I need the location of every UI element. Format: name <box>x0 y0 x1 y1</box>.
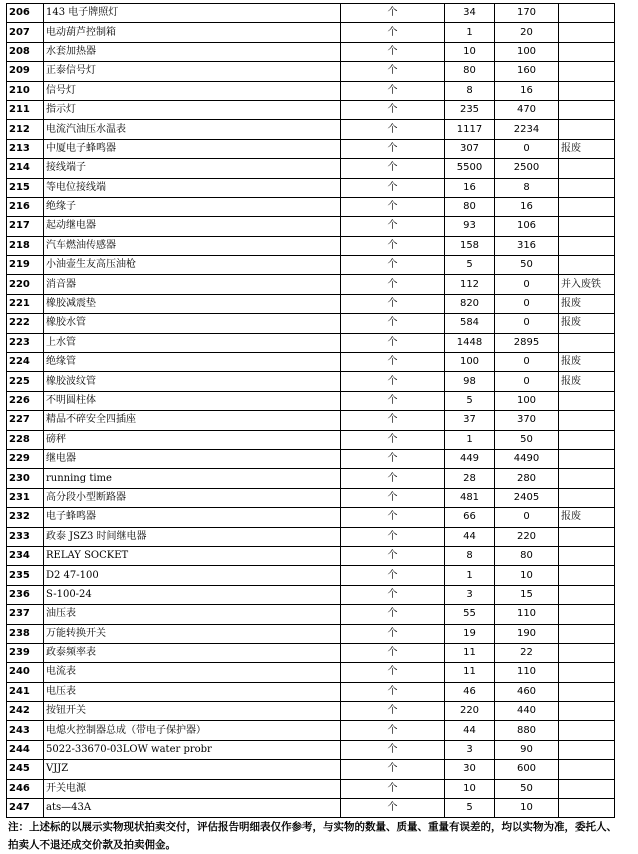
item-unit: 个 <box>341 469 445 488</box>
table-row <box>7 120 615 139</box>
item-name: 橡胶波纹管 <box>44 372 341 391</box>
item-note <box>559 566 615 585</box>
row-number: 230 <box>7 469 44 488</box>
row-number: 235 <box>7 566 44 585</box>
item-note <box>559 391 615 410</box>
table-row <box>7 62 615 81</box>
item-quantity: 235 <box>445 100 495 119</box>
item-note <box>559 81 615 100</box>
item-quantity: 220 <box>445 702 495 721</box>
row-number: 224 <box>7 353 44 372</box>
item-quantity: 93 <box>445 217 495 236</box>
table-row <box>7 411 615 430</box>
table-row <box>7 546 615 565</box>
item-value: 4490 <box>495 449 559 468</box>
item-name: 消音器 <box>44 275 341 294</box>
table-row <box>7 566 615 585</box>
item-value: 0 <box>495 139 559 158</box>
item-name: S-100-24 <box>44 585 341 604</box>
item-note <box>559 488 615 507</box>
item-value: 190 <box>495 624 559 643</box>
item-quantity: 820 <box>445 294 495 313</box>
item-quantity: 1 <box>445 23 495 42</box>
item-name: 小油壶生友高压油枪 <box>44 256 341 275</box>
table-row <box>7 197 615 216</box>
item-note <box>559 236 615 255</box>
item-value: 220 <box>495 527 559 546</box>
table-row <box>7 663 615 682</box>
item-value: 470 <box>495 100 559 119</box>
item-name: 正泰信号灯 <box>44 62 341 81</box>
item-note <box>559 430 615 449</box>
item-value: 2500 <box>495 159 559 178</box>
item-quantity: 30 <box>445 760 495 779</box>
item-note <box>559 760 615 779</box>
item-note <box>559 605 615 624</box>
item-note: 报废 <box>559 314 615 333</box>
item-note <box>559 4 615 23</box>
item-name: 电熄火控制器总成（带电子保护器） <box>44 721 341 740</box>
item-quantity: 19 <box>445 624 495 643</box>
item-quantity: 80 <box>445 62 495 81</box>
item-quantity: 66 <box>445 508 495 527</box>
row-number: 241 <box>7 682 44 701</box>
item-note <box>559 62 615 81</box>
item-unit: 个 <box>341 508 445 527</box>
row-number: 221 <box>7 294 44 313</box>
item-name: 政泰 JSZ3 时间继电器 <box>44 527 341 546</box>
item-name: 上水管 <box>44 333 341 352</box>
row-number: 222 <box>7 314 44 333</box>
row-number: 214 <box>7 159 44 178</box>
item-name: 继电器 <box>44 449 341 468</box>
table-row <box>7 256 615 275</box>
item-note <box>559 682 615 701</box>
item-unit: 个 <box>341 702 445 721</box>
item-note <box>559 120 615 139</box>
item-name: 开关电源 <box>44 779 341 798</box>
row-number: 236 <box>7 585 44 604</box>
item-unit: 个 <box>341 275 445 294</box>
item-quantity: 10 <box>445 779 495 798</box>
item-unit: 个 <box>341 430 445 449</box>
item-value: 600 <box>495 760 559 779</box>
table-row <box>7 624 615 643</box>
item-value: 440 <box>495 702 559 721</box>
item-note <box>559 449 615 468</box>
item-note <box>559 779 615 798</box>
item-value: 50 <box>495 430 559 449</box>
item-value: 8 <box>495 178 559 197</box>
item-quantity: 100 <box>445 353 495 372</box>
item-value: 15 <box>495 585 559 604</box>
row-number: 225 <box>7 372 44 391</box>
item-name: 橡胶减震垫 <box>44 294 341 313</box>
item-note <box>559 23 615 42</box>
item-quantity: 98 <box>445 372 495 391</box>
item-note <box>559 740 615 759</box>
table-row <box>7 702 615 721</box>
item-note <box>559 411 615 430</box>
item-value: 0 <box>495 314 559 333</box>
table-row <box>7 682 615 701</box>
table-row <box>7 449 615 468</box>
item-note <box>559 546 615 565</box>
row-number: 233 <box>7 527 44 546</box>
footer-note: 注：上述标的以展示实物现状拍卖交付，评估报告明细表仅作参考，与实物的数量、质量、重量有误差的，均以实物为准，委托人、拍卖人不退还成交价款及拍卖佣金。 <box>8 821 617 851</box>
item-quantity: 112 <box>445 275 495 294</box>
item-name: 汽车燃油传感器 <box>44 236 341 255</box>
item-name: D2 47-100 <box>44 566 341 585</box>
item-value: 50 <box>495 256 559 275</box>
row-number: 243 <box>7 721 44 740</box>
item-quantity: 11 <box>445 643 495 662</box>
table-row <box>7 740 615 759</box>
item-unit: 个 <box>341 23 445 42</box>
item-quantity: 449 <box>445 449 495 468</box>
row-number: 228 <box>7 430 44 449</box>
item-unit: 个 <box>341 62 445 81</box>
row-number: 244 <box>7 740 44 759</box>
item-value: 106 <box>495 217 559 236</box>
item-name: 橡胶水管 <box>44 314 341 333</box>
item-unit: 个 <box>341 256 445 275</box>
item-quantity: 5 <box>445 799 495 818</box>
item-unit: 个 <box>341 546 445 565</box>
item-unit: 个 <box>341 721 445 740</box>
item-value: 160 <box>495 62 559 81</box>
item-quantity: 158 <box>445 236 495 255</box>
item-unit: 个 <box>341 799 445 818</box>
item-note <box>559 42 615 61</box>
item-name: 接线端子 <box>44 159 341 178</box>
item-value: 880 <box>495 721 559 740</box>
row-number: 206 <box>7 4 44 23</box>
row-number: 210 <box>7 81 44 100</box>
table-row <box>7 605 615 624</box>
item-name: 高分段小型断路器 <box>44 488 341 507</box>
table-row <box>7 294 615 313</box>
item-unit: 个 <box>341 372 445 391</box>
inventory-rows <box>7 4 615 818</box>
item-value: 10 <box>495 799 559 818</box>
item-note <box>559 527 615 546</box>
item-note <box>559 663 615 682</box>
item-name: 5022-33670-03LOW water probr <box>44 740 341 759</box>
row-number: 209 <box>7 62 44 81</box>
item-value: 100 <box>495 391 559 410</box>
item-value: 90 <box>495 740 559 759</box>
item-value: 20 <box>495 23 559 42</box>
item-quantity: 584 <box>445 314 495 333</box>
item-unit: 个 <box>341 314 445 333</box>
item-name: 精品不碎安全四插座 <box>44 411 341 430</box>
table-row <box>7 23 615 42</box>
row-number: 220 <box>7 275 44 294</box>
item-value: 0 <box>495 353 559 372</box>
row-number: 239 <box>7 643 44 662</box>
item-quantity: 28 <box>445 469 495 488</box>
item-value: 110 <box>495 663 559 682</box>
table-row <box>7 314 615 333</box>
item-unit: 个 <box>341 682 445 701</box>
item-value: 280 <box>495 469 559 488</box>
item-value: 370 <box>495 411 559 430</box>
item-unit: 个 <box>341 488 445 507</box>
row-number: 219 <box>7 256 44 275</box>
row-number: 237 <box>7 605 44 624</box>
item-name: 指示灯 <box>44 100 341 119</box>
item-note <box>559 585 615 604</box>
item-name: 水套加热器 <box>44 42 341 61</box>
row-number: 217 <box>7 217 44 236</box>
row-number: 208 <box>7 42 44 61</box>
item-quantity: 8 <box>445 546 495 565</box>
row-number: 231 <box>7 488 44 507</box>
table-row <box>7 353 615 372</box>
item-name: 电流汽油压水温表 <box>44 120 341 139</box>
table-row <box>7 527 615 546</box>
table-row <box>7 217 615 236</box>
item-note <box>559 159 615 178</box>
item-quantity: 481 <box>445 488 495 507</box>
item-name: 万能转换开关 <box>44 624 341 643</box>
item-name: 电动葫芦控制箱 <box>44 23 341 42</box>
item-name: running time <box>44 469 341 488</box>
item-unit: 个 <box>341 585 445 604</box>
table-row <box>7 643 615 662</box>
item-unit: 个 <box>341 624 445 643</box>
item-unit: 个 <box>341 81 445 100</box>
item-unit: 个 <box>341 663 445 682</box>
item-name: RELAY SOCKET <box>44 546 341 565</box>
item-unit: 个 <box>341 100 445 119</box>
item-note <box>559 217 615 236</box>
table-row <box>7 159 615 178</box>
table-row <box>7 721 615 740</box>
item-unit: 个 <box>341 294 445 313</box>
table-row <box>7 779 615 798</box>
item-quantity: 5 <box>445 256 495 275</box>
table-row <box>7 585 615 604</box>
item-note <box>559 333 615 352</box>
item-quantity: 44 <box>445 721 495 740</box>
item-value: 460 <box>495 682 559 701</box>
item-note: 并入废铁 <box>559 275 615 294</box>
item-unit: 个 <box>341 178 445 197</box>
item-value: 10 <box>495 566 559 585</box>
item-name: 按钮开关 <box>44 702 341 721</box>
item-value: 16 <box>495 197 559 216</box>
item-quantity: 46 <box>445 682 495 701</box>
item-unit: 个 <box>341 527 445 546</box>
row-number: 242 <box>7 702 44 721</box>
item-quantity: 5500 <box>445 159 495 178</box>
item-name: 磅秤 <box>44 430 341 449</box>
row-number: 227 <box>7 411 44 430</box>
item-note: 报废 <box>559 294 615 313</box>
row-number: 223 <box>7 333 44 352</box>
row-number: 232 <box>7 508 44 527</box>
table-row <box>7 4 615 23</box>
item-value: 50 <box>495 779 559 798</box>
row-number: 211 <box>7 100 44 119</box>
item-unit: 个 <box>341 217 445 236</box>
item-name: 电压表 <box>44 682 341 701</box>
item-name: 油压表 <box>44 605 341 624</box>
table-row <box>7 100 615 119</box>
item-value: 170 <box>495 4 559 23</box>
row-number: 229 <box>7 449 44 468</box>
table-row <box>7 372 615 391</box>
item-quantity: 1 <box>445 430 495 449</box>
table-row <box>7 275 615 294</box>
row-number: 246 <box>7 779 44 798</box>
table-row <box>7 178 615 197</box>
item-unit: 个 <box>341 120 445 139</box>
item-quantity: 307 <box>445 139 495 158</box>
item-unit: 个 <box>341 236 445 255</box>
item-quantity: 55 <box>445 605 495 624</box>
item-note <box>559 799 615 818</box>
table-row <box>7 799 615 818</box>
item-name: 等电位接线端 <box>44 178 341 197</box>
row-number: 215 <box>7 178 44 197</box>
item-name: 电流表 <box>44 663 341 682</box>
item-quantity: 80 <box>445 197 495 216</box>
item-quantity: 3 <box>445 585 495 604</box>
item-note <box>559 178 615 197</box>
item-value: 16 <box>495 81 559 100</box>
item-value: 100 <box>495 42 559 61</box>
item-quantity: 1448 <box>445 333 495 352</box>
item-value: 2234 <box>495 120 559 139</box>
item-note: 报废 <box>559 508 615 527</box>
item-note <box>559 721 615 740</box>
item-unit: 个 <box>341 197 445 216</box>
item-unit: 个 <box>341 353 445 372</box>
item-quantity: 1117 <box>445 120 495 139</box>
item-unit: 个 <box>341 333 445 352</box>
item-quantity: 1 <box>445 566 495 585</box>
item-quantity: 5 <box>445 391 495 410</box>
item-name: 143 电子牌照灯 <box>44 4 341 23</box>
item-note: 报废 <box>559 372 615 391</box>
row-number: 245 <box>7 760 44 779</box>
inventory-table <box>6 3 615 818</box>
table-row <box>7 333 615 352</box>
item-quantity: 16 <box>445 178 495 197</box>
item-quantity: 37 <box>445 411 495 430</box>
item-name: 政泰频率表 <box>44 643 341 662</box>
item-unit: 个 <box>341 449 445 468</box>
item-unit: 个 <box>341 779 445 798</box>
table-row <box>7 488 615 507</box>
item-note <box>559 100 615 119</box>
item-note <box>559 643 615 662</box>
item-unit: 个 <box>341 159 445 178</box>
item-unit: 个 <box>341 760 445 779</box>
item-quantity: 34 <box>445 4 495 23</box>
item-name: 中厦电子蜂鸣器 <box>44 139 341 158</box>
item-quantity: 3 <box>445 740 495 759</box>
item-name: 不明圆柱体 <box>44 391 341 410</box>
table-row <box>7 236 615 255</box>
item-note <box>559 197 615 216</box>
item-note: 报废 <box>559 353 615 372</box>
item-value: 0 <box>495 508 559 527</box>
item-unit: 个 <box>341 139 445 158</box>
item-note: 报废 <box>559 139 615 158</box>
row-number: 213 <box>7 139 44 158</box>
item-unit: 个 <box>341 605 445 624</box>
item-quantity: 11 <box>445 663 495 682</box>
item-name: VJJZ <box>44 760 341 779</box>
table-row <box>7 760 615 779</box>
table-row <box>7 81 615 100</box>
item-name: 绝缘管 <box>44 353 341 372</box>
row-number: 212 <box>7 120 44 139</box>
item-unit: 个 <box>341 566 445 585</box>
item-name: ats—43A <box>44 799 341 818</box>
item-name: 绝缘子 <box>44 197 341 216</box>
table-row <box>7 42 615 61</box>
item-quantity: 8 <box>445 81 495 100</box>
item-value: 316 <box>495 236 559 255</box>
table-row <box>7 469 615 488</box>
item-unit: 个 <box>341 643 445 662</box>
row-number: 247 <box>7 799 44 818</box>
item-name: 起动继电器 <box>44 217 341 236</box>
item-note <box>559 624 615 643</box>
item-quantity: 10 <box>445 42 495 61</box>
item-value: 0 <box>495 372 559 391</box>
row-number: 240 <box>7 663 44 682</box>
item-value: 2405 <box>495 488 559 507</box>
item-value: 0 <box>495 275 559 294</box>
item-value: 2895 <box>495 333 559 352</box>
row-number: 238 <box>7 624 44 643</box>
item-unit: 个 <box>341 391 445 410</box>
item-value: 110 <box>495 605 559 624</box>
table-row <box>7 391 615 410</box>
item-value: 80 <box>495 546 559 565</box>
item-value: 22 <box>495 643 559 662</box>
item-unit: 个 <box>341 740 445 759</box>
item-name: 信号灯 <box>44 81 341 100</box>
row-number: 207 <box>7 23 44 42</box>
table-row <box>7 139 615 158</box>
row-number: 216 <box>7 197 44 216</box>
table-row <box>7 508 615 527</box>
item-note <box>559 469 615 488</box>
item-unit: 个 <box>341 42 445 61</box>
item-unit: 个 <box>341 4 445 23</box>
item-value: 0 <box>495 294 559 313</box>
row-number: 234 <box>7 546 44 565</box>
item-note <box>559 256 615 275</box>
item-note <box>559 702 615 721</box>
item-name: 电子蜂鸣器 <box>44 508 341 527</box>
row-number: 218 <box>7 236 44 255</box>
table-row <box>7 430 615 449</box>
row-number: 226 <box>7 391 44 410</box>
item-quantity: 44 <box>445 527 495 546</box>
item-unit: 个 <box>341 411 445 430</box>
